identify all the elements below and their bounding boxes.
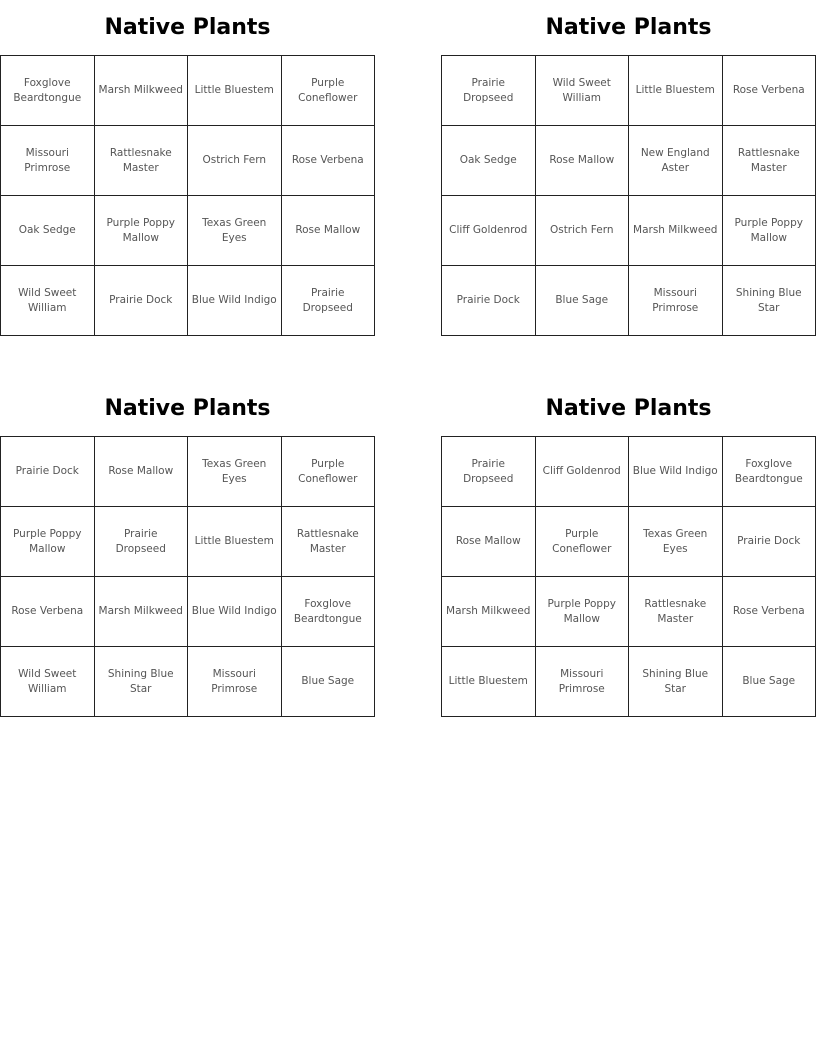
bingo-cell: Blue Wild Indigo xyxy=(188,266,282,336)
bingo-cell: Little Bluestem xyxy=(629,56,723,126)
bingo-cell: Wild Sweet William xyxy=(536,56,630,126)
bingo-cell: Cliff Goldenrod xyxy=(442,196,536,266)
bingo-cell: Purple Coneflower xyxy=(536,507,630,577)
bingo-cell: Rose Verbena xyxy=(1,577,95,647)
bingo-cell: Marsh Milkweed xyxy=(442,577,536,647)
bingo-cell: New England Aster xyxy=(629,126,723,196)
bingo-grid xyxy=(0,55,375,336)
bingo-card-1 xyxy=(0,0,375,336)
bingo-cell: Purple Poppy Mallow xyxy=(723,196,816,266)
bingo-cell: Rose Mallow xyxy=(536,126,630,196)
bingo-cell: Texas Green Eyes xyxy=(629,507,723,577)
bingo-cell: Purple Coneflower xyxy=(282,56,376,126)
bingo-cell: Blue Sage xyxy=(282,647,376,717)
bingo-cell: Prairie Dropseed xyxy=(442,56,536,126)
bingo-cell: Prairie Dock xyxy=(95,266,189,336)
bingo-cell: Missouri Primrose xyxy=(188,647,282,717)
bingo-cell: Missouri Primrose xyxy=(1,126,95,196)
card-title: Native Plants xyxy=(104,396,271,421)
bingo-cell: Prairie Dropseed xyxy=(442,437,536,507)
bingo-cell: Rattlesnake Master xyxy=(723,126,816,196)
bingo-cell: Cliff Goldenrod xyxy=(536,437,630,507)
bingo-cell: Marsh Milkweed xyxy=(629,196,723,266)
bingo-cell: Oak Sedge xyxy=(442,126,536,196)
card-title: Native Plants xyxy=(545,15,712,40)
bingo-cell: Rose Verbena xyxy=(282,126,376,196)
bingo-cell: Shining Blue Star xyxy=(629,647,723,717)
bingo-cell: Oak Sedge xyxy=(1,196,95,266)
bingo-grid xyxy=(441,436,816,717)
bingo-cell: Prairie Dock xyxy=(723,507,816,577)
bingo-cell: Little Bluestem xyxy=(188,507,282,577)
bingo-cell: Blue Wild Indigo xyxy=(629,437,723,507)
card-title: Native Plants xyxy=(545,396,712,421)
bingo-cell: Wild Sweet William xyxy=(1,266,95,336)
bingo-cell: Purple Poppy Mallow xyxy=(95,196,189,266)
bingo-cell: Ostrich Fern xyxy=(536,196,630,266)
bingo-card-4 xyxy=(441,381,816,717)
bingo-cell: Foxglove Beardtongue xyxy=(282,577,376,647)
bingo-cell: Rose Mallow xyxy=(95,437,189,507)
bingo-cell: Shining Blue Star xyxy=(723,266,816,336)
bingo-cell: Blue Sage xyxy=(536,266,630,336)
bingo-cell: Purple Coneflower xyxy=(282,437,376,507)
bingo-cell: Marsh Milkweed xyxy=(95,56,189,126)
bingo-grid xyxy=(441,55,816,336)
bingo-cell: Blue Sage xyxy=(723,647,816,717)
bingo-cell: Rattlesnake Master xyxy=(282,507,376,577)
bingo-cell: Purple Poppy Mallow xyxy=(536,577,630,647)
bingo-cell: Shining Blue Star xyxy=(95,647,189,717)
bingo-cell: Rattlesnake Master xyxy=(95,126,189,196)
bingo-cell: Missouri Primrose xyxy=(629,266,723,336)
bingo-cell: Prairie Dropseed xyxy=(282,266,376,336)
bingo-cell: Texas Green Eyes xyxy=(188,196,282,266)
bingo-cell: Purple Poppy Mallow xyxy=(1,507,95,577)
bingo-cell: Prairie Dropseed xyxy=(95,507,189,577)
bingo-cell: Little Bluestem xyxy=(188,56,282,126)
bingo-grid xyxy=(0,436,375,717)
bingo-cell: Wild Sweet William xyxy=(1,647,95,717)
bingo-cell: Rose Mallow xyxy=(442,507,536,577)
bingo-cell: Texas Green Eyes xyxy=(188,437,282,507)
bingo-cell: Foxglove Beardtongue xyxy=(723,437,816,507)
bingo-cell: Rose Mallow xyxy=(282,196,376,266)
bingo-cell: Rattlesnake Master xyxy=(629,577,723,647)
bingo-card-3 xyxy=(0,381,375,717)
bingo-cell: Ostrich Fern xyxy=(188,126,282,196)
bingo-cell: Foxglove Beardtongue xyxy=(1,56,95,126)
bingo-cell: Rose Verbena xyxy=(723,56,816,126)
bingo-cell: Marsh Milkweed xyxy=(95,577,189,647)
bingo-cell: Rose Verbena xyxy=(723,577,816,647)
bingo-cell: Prairie Dock xyxy=(442,266,536,336)
bingo-card-2 xyxy=(441,0,816,336)
bingo-cell: Prairie Dock xyxy=(1,437,95,507)
bingo-cell: Missouri Primrose xyxy=(536,647,630,717)
card-title: Native Plants xyxy=(104,15,271,40)
bingo-cell: Blue Wild Indigo xyxy=(188,577,282,647)
bingo-cell: Little Bluestem xyxy=(442,647,536,717)
